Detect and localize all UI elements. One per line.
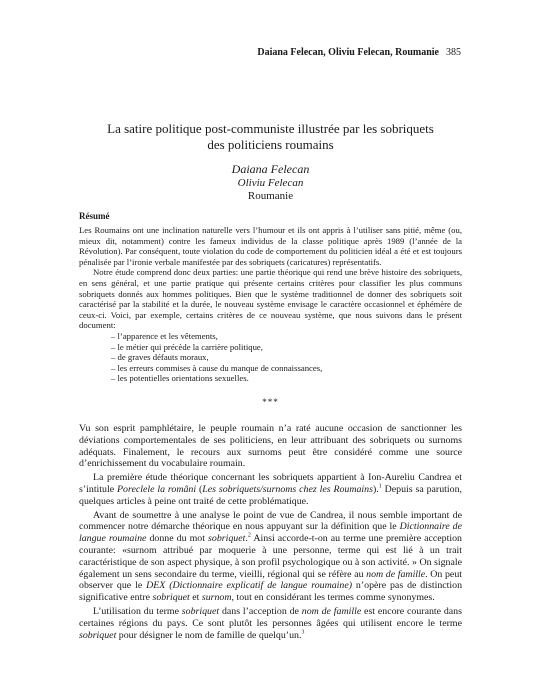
footnote-marker: 3 [301,629,305,636]
abstract-paragraph: Notre étude comprend donc deux parties: une partie théorique qui rend une brève histoire des sobriquets, en sens général, et une partie pratique qui présente certains critères pour classifier les plus communs sobriquets donnés aux hommes politiques. Bien que le système traditionnel de donner des sobriquets soit caractérisé par la stabilité et la durée, le nouveau système envisage le caractère occasionnel et éphémère de ceux-ci. Voici, par exemple, certains critères de ce nouveau système, que nous suivons dans le présent document: [79,267,462,331]
body-paragraph: Avant de soumettre à une analyse le point de vue de Candrea, il nous semble important de commencer notre démarche théorique en nous appuyant sur la définition que le Dictionnaire de langue roumaine donne du mot sobriquet.$^2$ Ainsi accorde-t-on au terme une première acception courante: «surnom attribué par moquerie à une personne, terme qui est lié à un trait caractéristique de son aspect physique, à son profil psychologique ou à son activité. » On signale également un sens secondaire du terme, vieilli, régional qui se réfère au nom de famille. On peut observer que le DEX (Dictionnaire explicatif de langue roumaine) n’opère pas de distinction significative entre sobriquet et surnom, tout en considérant les termes comme synonymes. [79,509,463,604]
running-header [257,47,461,58]
section-separator: *** [262,397,279,407]
abstract [79,225,462,384]
body-paragraph: L’utilisation du terme sobriquet dans l’acception de nom de famille est encore courante dans certaines régions du pays. Ce sont plutôt les personnes âgées qui utilisent encore le terme sobriquet pour désigner le nom de famille de quelqu’un.$^3$ [79,605,462,641]
list-item: – les potentielles orientations sexuelles. [111,373,249,384]
article-title: La satire politique post-communiste illustrée par les sobriquets des politiciens roumains [107,121,434,152]
body-text [79,423,462,641]
list-item: – l’apparence et les vêtements, [111,330,218,341]
abstract-heading: Résumé [79,211,110,221]
author-country: Roumanie [247,190,294,202]
footnote-marker: 1 [378,483,382,490]
author-block [100,163,441,204]
body-paragraph: La première étude théorique concernant les sobriquets appartient à Ion-Aureliu Candrea et s’intitule Poreclele la români (Les sobriquets/surnoms chez les Roumains).$^1$ Depuis sa parution, quelques articles à peine ont traité de cette problématique. [79,472,462,507]
author-name: Daiana Felecan [231,162,310,176]
footnote-marker: 2 [247,532,251,539]
author-name: Oliviu Felecan [237,176,304,189]
abstract-paragraph: Les Roumains ont une inclination naturelle vers l’humour et ils ont appris à l’utiliser sans pitié, même (ou, mieux dit, notamment) contre les fameux individus de la classe politique après 1989 (l’année de la Révolution). Par conséquent, toute violation du code de comportement du politicien idéal a été et est toujours pénalisée par l’ironie verbale manifestée par des sobriquets (caricatures) représentatifs. [79,225,462,267]
list-item: – les erreurs commises à cause du manque de connaissances, [111,362,323,373]
body-paragraph: Vu son esprit pamphlétaire, le peuple roumain n’a raté aucune occasion de sanctionner les déviations comportementales de ses politiciens, en leur attribuant des sobriquets ou surnoms adéquats. Finalement, le recours aux surnoms peut être considéré comme une source d’enrichissement du vocabulaire roumain. [79,423,462,470]
running-header-authors: Daiana Felecan, Oliviu Felecan, Roumanie [257,47,439,58]
criteria-list [111,331,462,384]
list-item: – de graves défauts moraux, [111,352,209,363]
page-number: 385 [446,47,461,58]
list-item: – le métier qui précède la carrière politique, [111,341,263,352]
